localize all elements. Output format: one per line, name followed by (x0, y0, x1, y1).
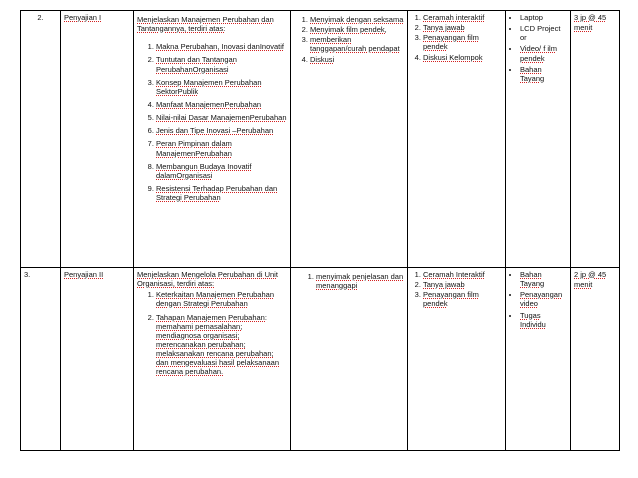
list-item: • Bahan Tayang (520, 65, 567, 83)
material-cell (134, 11, 291, 268)
list-item: • Video/ f ilm pendek (520, 44, 567, 62)
list-item: 4. Diskusi Kelompok (423, 53, 502, 62)
material-list (137, 42, 287, 202)
list-item: • LCD Project or (520, 24, 567, 42)
media-cell (506, 11, 571, 268)
activities-cell (291, 268, 408, 451)
list-item: • Bahan Tayang (520, 270, 567, 288)
list-item: 2. Tuntutan dan Tantangan PerubahanOrganisasi (156, 55, 287, 73)
methods-list (411, 270, 502, 309)
activities-cell (291, 11, 408, 268)
table-row (21, 268, 620, 451)
list-item: 3. memberikan tanggapan/curah pendapat (310, 35, 404, 53)
list-item: 9. Resistensi Terhadap Perubahan dan Strategi Perubahan (156, 184, 287, 202)
list-item: 2. Menyimak film pendek, (310, 25, 404, 34)
time-allocation: 3 jp @ 45 menit (574, 13, 607, 32)
list-item: 5. Nilai-nilai Dasar ManajemenPerubahan (156, 113, 287, 122)
time-cell (571, 11, 620, 268)
list-item: 2. Tanya jawab (423, 23, 502, 32)
material-cell (134, 268, 291, 451)
media-cell (506, 268, 571, 451)
media-list (509, 13, 567, 83)
list-item: 1. Menyimak dengan seksama (310, 15, 404, 24)
list-item: 6. Jenis dan Tipe Inovasi –Perubahan (156, 126, 287, 135)
media-list (509, 270, 567, 329)
material-list (137, 290, 287, 376)
material-heading: Menjelaskan Manajemen Perubahan dan Tantangannya, terdiri atas: (137, 15, 274, 34)
list-item: 4. Manfaat ManajemenPerubahan (156, 100, 287, 109)
list-item: 1. Ceramah Interaktif (423, 270, 502, 279)
list-item: 3. Penayangan film pendek (423, 290, 502, 308)
activities-list (294, 272, 404, 290)
activities-list (294, 15, 404, 64)
time-cell (571, 268, 620, 451)
session-name: Penyajian I (64, 13, 102, 22)
material-heading: Menjelaskan Mengelola Perubahan di Unit Organisasi, terdiri atas: (137, 270, 278, 289)
methods-cell (408, 268, 506, 451)
list-item: 1. Ceramah interaktif (423, 13, 502, 22)
list-item: • Penayangan video (520, 290, 567, 308)
table-row (21, 11, 620, 268)
list-item: 2. Tahapan Manajemen Perubahan: memahami pemasalahan; mendiagnosa organisasi; merencanakan perubahan; melaksanakan rencana perubahan; dan mengevaluasi hasil pelaksanaan rencana perubahan. (156, 313, 287, 377)
row-number: 2. (21, 11, 61, 268)
list-item: 1. Makna Perubahan, Inovasi danInovatif (156, 42, 287, 51)
session-cell (61, 268, 134, 451)
row-number: 3. (21, 268, 61, 451)
list-item: 3. Konsep Manajemen Perubahan SektorPublik (156, 78, 287, 96)
list-item: 8. Membangun Budaya Inovatif dalamOrganisasi (156, 162, 287, 180)
list-item: 7. Peran Pimpinan dalam ManajemenPerubahan (156, 139, 287, 157)
list-item: 1. menyimak penjelasan dan menanggapi (316, 272, 404, 290)
list-item: • Laptop (520, 13, 567, 22)
list-item: 2. Tanya jawab (423, 280, 502, 289)
session-cell (61, 11, 134, 268)
methods-cell (408, 11, 506, 268)
time-allocation: 2 jp @ 45 menit (574, 270, 607, 289)
list-item: 4. Diskusi (310, 55, 404, 64)
list-item: 3. Penayangan film pendek (423, 33, 502, 51)
methods-list (411, 13, 502, 62)
list-item: 1. Keterkaitan Manajemen Perubahan dengan Strategi Perubahan (156, 290, 287, 308)
lesson-plan-table (20, 10, 620, 451)
session-name: Penyajian II (64, 270, 104, 279)
list-item: • Tugas Individu (520, 311, 567, 329)
